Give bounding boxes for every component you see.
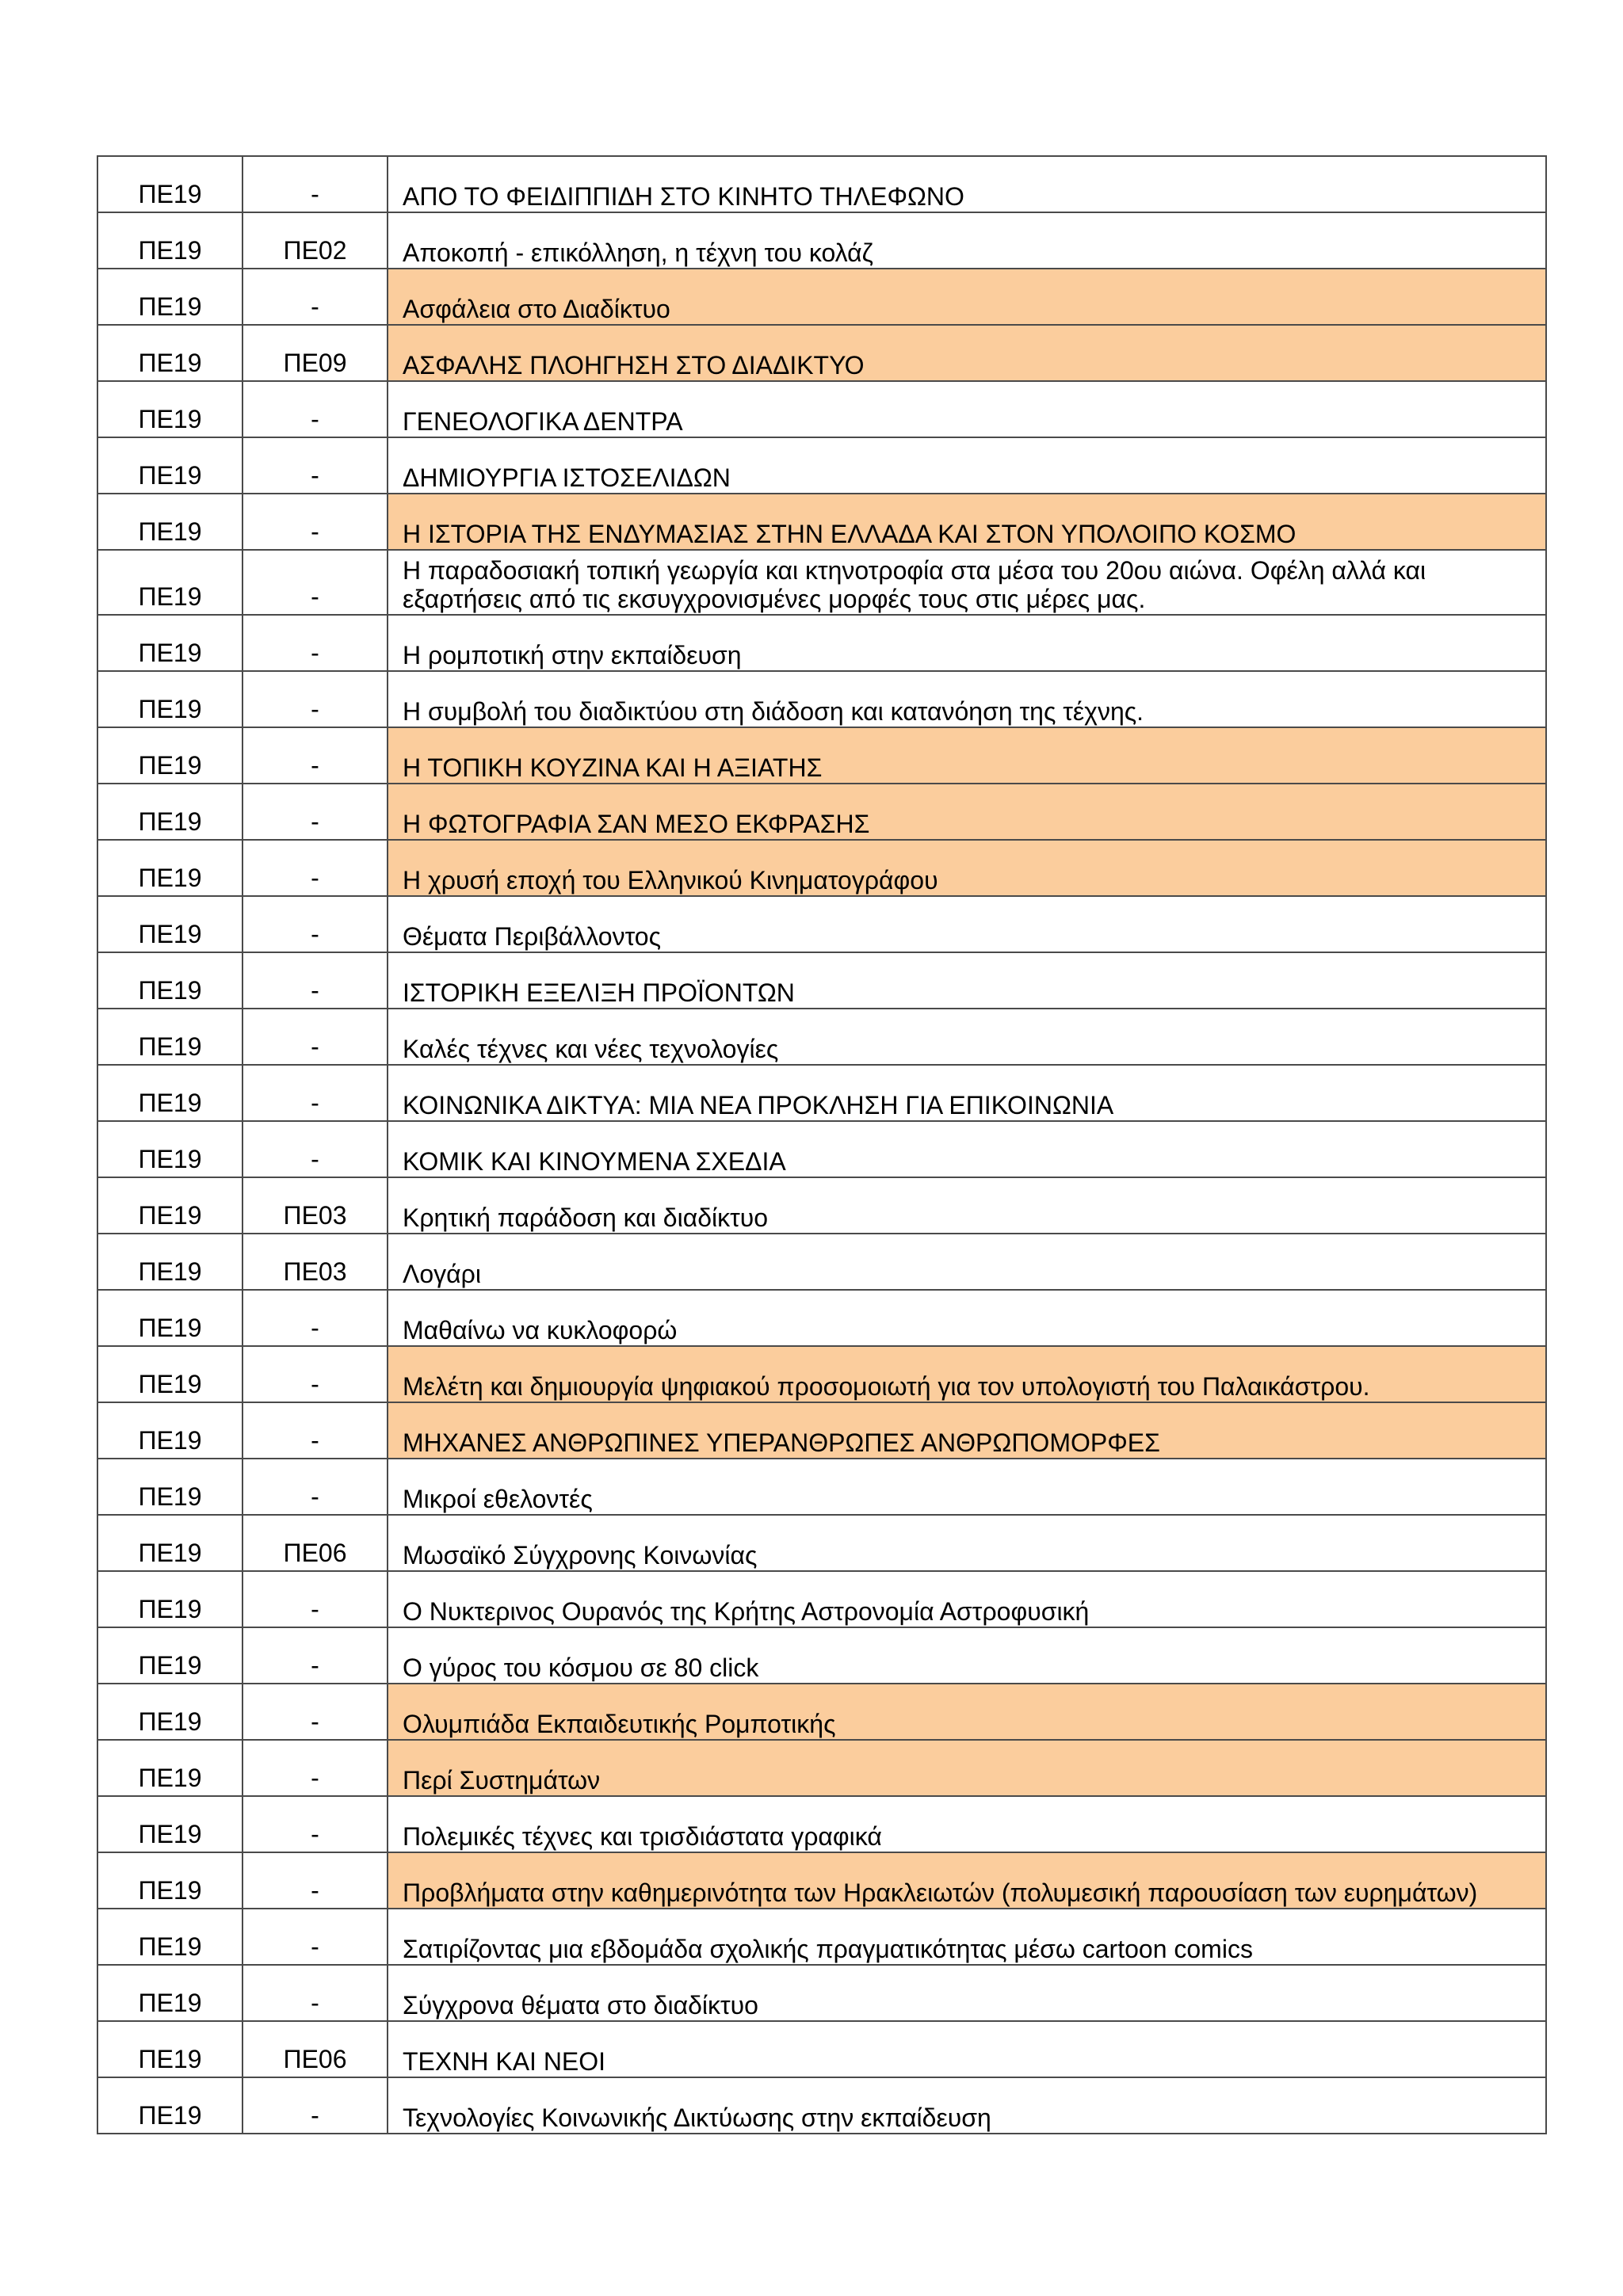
projects-table: [97, 155, 1547, 2134]
secondary-specialty-cell: -: [242, 1290, 388, 1346]
project-title-cell: Η παραδοσιακή τοπική γεωργία και κτηνοτροφία στα μέσα του 20ου αιώνα. Οφέλη αλλά και εξαρτήσεις από τις εκσυγχρονισμένες μορφές τους στις μέρες μας.: [388, 550, 1546, 615]
specialty-code-cell: ΠΕ19: [97, 615, 242, 671]
project-title-cell: Μωσαϊκό Σύγχρονης Κοινωνίας: [388, 1515, 1546, 1571]
table-row: [97, 1796, 1546, 1852]
project-title-cell: Περί Συστημάτων: [388, 1740, 1546, 1796]
secondary-specialty-cell: -: [242, 671, 388, 727]
specialty-code-cell: ΠΕ19: [97, 1346, 242, 1402]
secondary-specialty-cell: -: [242, 156, 388, 212]
secondary-specialty-cell: -: [242, 1684, 388, 1740]
secondary-specialty-cell: -: [242, 840, 388, 896]
project-title-cell: Μελέτη και δημιουργία ψηφιακού προσομοιωτή για τον υπολογιστή του Παλαικάστρου.: [388, 1346, 1546, 1402]
specialty-code-cell: ΠΕ19: [97, 1009, 242, 1065]
project-title-cell: Ο γύρος του κόσμου σε 80 click: [388, 1627, 1546, 1684]
specialty-code-cell: ΠΕ19: [97, 1234, 242, 1290]
table-row: [97, 1234, 1546, 1290]
specialty-code-cell: ΠΕ19: [97, 1740, 242, 1796]
secondary-specialty-cell: -: [242, 1796, 388, 1852]
secondary-specialty-cell: -: [242, 1571, 388, 1627]
project-title-cell: Σύγχρονα θέματα στο διαδίκτυο: [388, 1965, 1546, 2021]
specialty-code-cell: ΠΕ19: [97, 1459, 242, 1515]
table-row: [97, 1515, 1546, 1571]
table-row: [97, 896, 1546, 952]
secondary-specialty-cell: -: [242, 615, 388, 671]
specialty-code-cell: ΠΕ19: [97, 1065, 242, 1121]
project-title-cell: Ασφάλεια στο Διαδίκτυο: [388, 269, 1546, 325]
table-row: [97, 1627, 1546, 1684]
table-row: [97, 1571, 1546, 1627]
table-row: [97, 381, 1546, 437]
table-row: [97, 784, 1546, 840]
secondary-specialty-cell: -: [242, 269, 388, 325]
table-row: [97, 1177, 1546, 1234]
table-row: [97, 212, 1546, 269]
secondary-specialty-cell: -: [242, 1627, 388, 1684]
secondary-specialty-cell: ΠΕ09: [242, 325, 388, 381]
specialty-code-cell: ΠΕ19: [97, 1515, 242, 1571]
specialty-code-cell: ΠΕ19: [97, 550, 242, 615]
secondary-specialty-cell: -: [242, 1402, 388, 1459]
table-row: [97, 1852, 1546, 1909]
table-row: [97, 1965, 1546, 2021]
project-title-cell: ΚΟΙΝΩΝΙΚΑ ΔΙΚΤΥΑ: ΜΙΑ ΝΕΑ ΠΡΟΚΛΗΣΗ ΓΙΑ ΕΠΙΚΟΙΝΩΝΙΑ: [388, 1065, 1546, 1121]
secondary-specialty-cell: -: [242, 1121, 388, 1177]
project-title-cell: Η ΙΣΤΟΡΙΑ ΤΗΣ ΕΝΔΥΜΑΣΙΑΣ ΣΤΗΝ ΕΛΛΑΔΑ ΚΑΙ ΣΤΟΝ ΥΠΟΛΟΙΠΟ ΚΟΣΜΟ: [388, 494, 1546, 550]
specialty-code-cell: ΠΕ19: [97, 1796, 242, 1852]
table-row: [97, 1121, 1546, 1177]
table-row: [97, 840, 1546, 896]
secondary-specialty-cell: -: [242, 1740, 388, 1796]
secondary-specialty-cell: -: [242, 896, 388, 952]
project-title-cell: Μαθαίνω να κυκλοφορώ: [388, 1290, 1546, 1346]
project-title-cell: Κρητική παράδοση και διαδίκτυο: [388, 1177, 1546, 1234]
project-title-cell: ΔΗΜΙΟΥΡΓΙΑ ΙΣΤΟΣΕΛΙΔΩΝ: [388, 437, 1546, 494]
table-row: [97, 437, 1546, 494]
secondary-specialty-cell: -: [242, 550, 388, 615]
table-row: [97, 671, 1546, 727]
table-row: [97, 494, 1546, 550]
specialty-code-cell: ΠΕ19: [97, 671, 242, 727]
table-row: [97, 1909, 1546, 1965]
table-row: [97, 2021, 1546, 2077]
specialty-code-cell: ΠΕ19: [97, 1402, 242, 1459]
specialty-code-cell: ΠΕ19: [97, 1177, 242, 1234]
table-row: [97, 269, 1546, 325]
table-row: [97, 1740, 1546, 1796]
project-title-cell: Αποκοπή - επικόλληση, η τέχνη του κολάζ: [388, 212, 1546, 269]
specialty-code-cell: ΠΕ19: [97, 896, 242, 952]
specialty-code-cell: ΠΕ19: [97, 2021, 242, 2077]
project-title-cell: Ολυμπιάδα Εκπαιδευτικής Ρομποτικής: [388, 1684, 1546, 1740]
table-row: [97, 1009, 1546, 1065]
specialty-code-cell: ΠΕ19: [97, 952, 242, 1009]
secondary-specialty-cell: -: [242, 2077, 388, 2134]
table-row: [97, 550, 1546, 615]
secondary-specialty-cell: ΠΕ03: [242, 1177, 388, 1234]
secondary-specialty-cell: -: [242, 381, 388, 437]
secondary-specialty-cell: ΠΕ06: [242, 2021, 388, 2077]
specialty-code-cell: ΠΕ19: [97, 1852, 242, 1909]
specialty-code-cell: ΠΕ19: [97, 1684, 242, 1740]
project-title-cell: Καλές τέχνες και νέες τεχνολογίες: [388, 1009, 1546, 1065]
table-row: [97, 1684, 1546, 1740]
secondary-specialty-cell: -: [242, 1009, 388, 1065]
table-row: [97, 2077, 1546, 2134]
specialty-code-cell: ΠΕ19: [97, 1909, 242, 1965]
secondary-specialty-cell: -: [242, 1459, 388, 1515]
secondary-specialty-cell: -: [242, 784, 388, 840]
table-row: [97, 1290, 1546, 1346]
secondary-specialty-cell: -: [242, 1346, 388, 1402]
project-title-cell: Η ΤΟΠΙΚΗ ΚΟΥΖΙΝΑ ΚΑΙ Η ΑΞΙΑΤΗΣ: [388, 727, 1546, 784]
project-title-cell: Ο Νυκτερινος Ουρανός της Κρήτης Αστρονομία Αστροφυσική: [388, 1571, 1546, 1627]
table-row: [97, 1402, 1546, 1459]
specialty-code-cell: ΠΕ19: [97, 727, 242, 784]
specialty-code-cell: ΠΕ19: [97, 784, 242, 840]
secondary-specialty-cell: -: [242, 437, 388, 494]
table-row: [97, 952, 1546, 1009]
secondary-specialty-cell: -: [242, 727, 388, 784]
specialty-code-cell: ΠΕ19: [97, 212, 242, 269]
secondary-specialty-cell: -: [242, 1909, 388, 1965]
table-body: [97, 156, 1546, 2134]
project-title-cell: ΑΣΦΑΛΗΣ ΠΛΟΗΓΗΣΗ ΣΤΟ ΔΙΑΔΙΚΤΥΟ: [388, 325, 1546, 381]
table-row: [97, 1459, 1546, 1515]
project-title-cell: ΑΠΟ ΤΟ ΦΕΙΔΙΠΠΙΔΗ ΣΤΟ ΚΙΝΗΤΟ ΤΗΛΕΦΩΝΟ: [388, 156, 1546, 212]
project-title-cell: Η συμβολή του διαδικτύου στη διάδοση και κατανόηση της τέχνης.: [388, 671, 1546, 727]
project-title-cell: Η ΦΩΤΟΓΡΑΦΙΑ ΣΑΝ ΜΕΣΟ ΕΚΦΡΑΣΗΣ: [388, 784, 1546, 840]
table-row: [97, 615, 1546, 671]
table-row: [97, 1346, 1546, 1402]
specialty-code-cell: ΠΕ19: [97, 325, 242, 381]
secondary-specialty-cell: ΠΕ03: [242, 1234, 388, 1290]
specialty-code-cell: ΠΕ19: [97, 494, 242, 550]
specialty-code-cell: ΠΕ19: [97, 269, 242, 325]
specialty-code-cell: ΠΕ19: [97, 1121, 242, 1177]
secondary-specialty-cell: -: [242, 1965, 388, 2021]
specialty-code-cell: ΠΕ19: [97, 1965, 242, 2021]
project-title-cell: ΤΕΧΝΗ ΚΑΙ ΝΕΟΙ: [388, 2021, 1546, 2077]
project-title-cell: Πολεμικές τέχνες και τρισδιάστατα γραφικά: [388, 1796, 1546, 1852]
project-title-cell: Λογάρι: [388, 1234, 1546, 1290]
project-title-cell: ΜΗΧΑΝΕΣ ΑΝΘΡΩΠΙΝΕΣ ΥΠΕΡΑΝΘΡΩΠΕΣ ΑΝΘΡΩΠΟΜΟΡΦΕΣ: [388, 1402, 1546, 1459]
project-title-cell: Σατιρίζοντας μια εβδομάδα σχολικής πραγματικότητας μέσω cartoon comics: [388, 1909, 1546, 1965]
specialty-code-cell: ΠΕ19: [97, 840, 242, 896]
project-title-cell: Η χρυσή εποχή του Ελληνικού Κινηματογράφου: [388, 840, 1546, 896]
specialty-code-cell: ΠΕ19: [97, 1627, 242, 1684]
secondary-specialty-cell: -: [242, 494, 388, 550]
secondary-specialty-cell: ΠΕ02: [242, 212, 388, 269]
table-row: [97, 325, 1546, 381]
project-title-cell: Προβλήματα στην καθημερινότητα των Ηρακλειωτών (πολυμεσική παρουσίαση των ευρημάτων): [388, 1852, 1546, 1909]
project-title-cell: Θέματα Περιβάλλοντος: [388, 896, 1546, 952]
table-row: [97, 727, 1546, 784]
table-row: [97, 156, 1546, 212]
project-title-cell: Η ρομποτική στην εκπαίδευση: [388, 615, 1546, 671]
project-title-cell: Μικροί εθελοντές: [388, 1459, 1546, 1515]
specialty-code-cell: ΠΕ19: [97, 1571, 242, 1627]
project-title-cell: ΙΣΤΟΡΙΚΗ ΕΞΕΛΙΞΗ ΠΡΟΪΟΝΤΩΝ: [388, 952, 1546, 1009]
project-title-cell: ΓΕΝΕΟΛΟΓΙΚΑ ΔΕΝΤΡΑ: [388, 381, 1546, 437]
secondary-specialty-cell: -: [242, 1852, 388, 1909]
specialty-code-cell: ΠΕ19: [97, 156, 242, 212]
table-row: [97, 1065, 1546, 1121]
specialty-code-cell: ΠΕ19: [97, 2077, 242, 2134]
project-title-cell: Τεχνολογίες Κοινωνικής Δικτύωσης στην εκπαίδευση: [388, 2077, 1546, 2134]
secondary-specialty-cell: -: [242, 952, 388, 1009]
specialty-code-cell: ΠΕ19: [97, 381, 242, 437]
secondary-specialty-cell: -: [242, 1065, 388, 1121]
specialty-code-cell: ΠΕ19: [97, 437, 242, 494]
secondary-specialty-cell: ΠΕ06: [242, 1515, 388, 1571]
specialty-code-cell: ΠΕ19: [97, 1290, 242, 1346]
project-title-cell: ΚΟΜΙΚ ΚΑΙ ΚΙΝΟΥΜΕΝΑ ΣΧΕΔΙΑ: [388, 1121, 1546, 1177]
